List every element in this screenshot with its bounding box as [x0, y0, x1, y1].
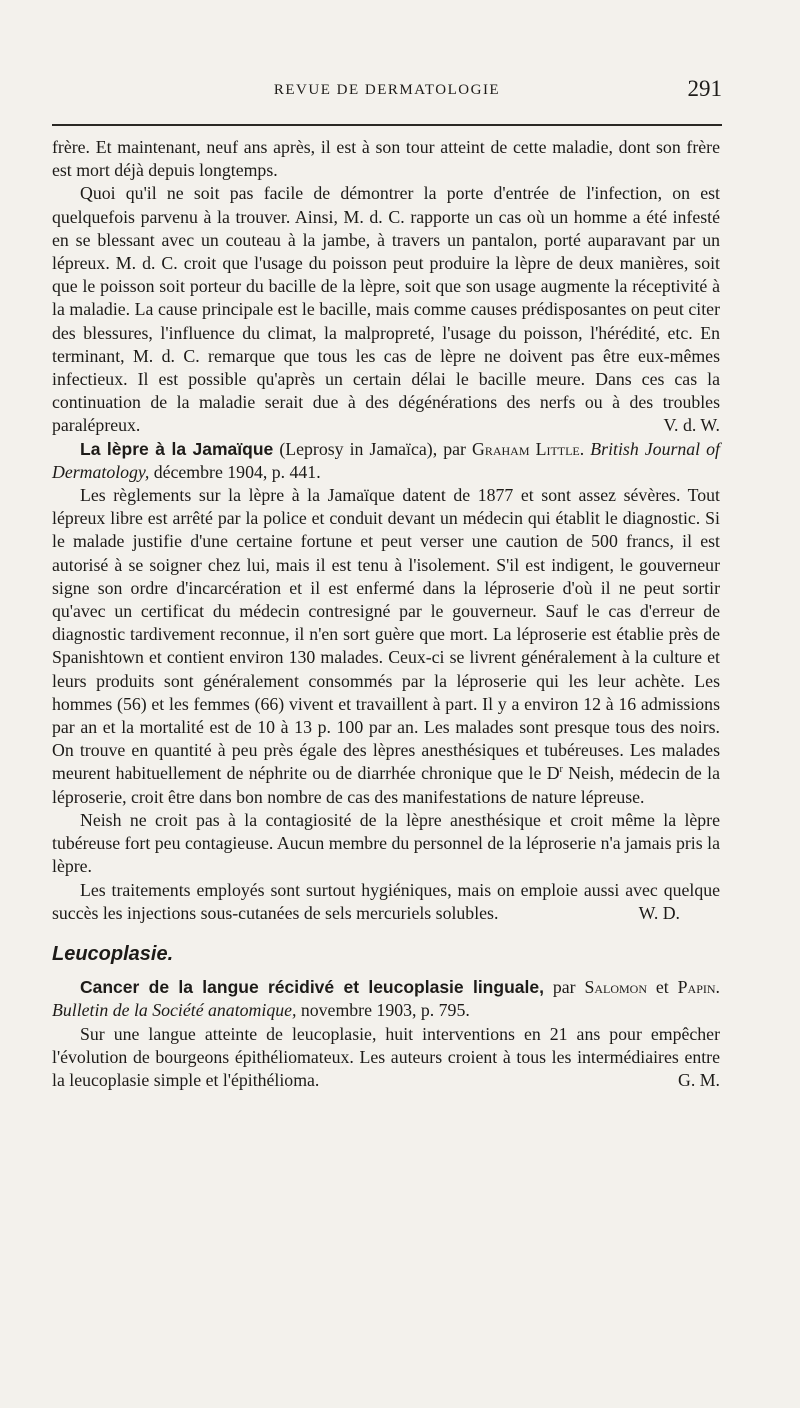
paragraph-5 [52, 879, 720, 925]
article-1-title: La lèpre à la Jamaïque [80, 438, 274, 459]
article-2-author-1: Salomon [584, 977, 648, 998]
paragraph-3 [52, 484, 720, 809]
article-2-et: et [647, 977, 678, 998]
article-1-date: décembre 1904, p. 441. [149, 461, 321, 482]
article-2-journal: Bulletin de la Société anatomique, [52, 1000, 297, 1021]
signature-wd: W. D. [638, 902, 680, 923]
signature-vdw: V. d. W. [663, 415, 720, 436]
paragraph-5-text: Les traitements employés sont surtout hygiéniques, mais on emploie aussi avec quelque succès les injections sous-cutanées de sels mercuriels solubles. [52, 879, 720, 923]
paragraph-4 [52, 809, 720, 879]
header-rule [52, 124, 722, 126]
article-1-subtitle: (Leprosy in Jamaïca), par [273, 438, 472, 459]
signature-gm: G. M. [678, 1069, 720, 1090]
paragraph-4-text: Neish ne croit pas à la contagiosité de la lèpre anesthésique et croit même la lèpre tubéreuse fort peu contagieuse. Aucun membre du personnel de la léproserie n'a jamais pris la lèpre. [52, 809, 720, 877]
paragraph-6-text: Sur une langue atteinte de leucoplasie, huit interventions en 21 ans pour empêcher l'évolution de bourgeons épithéliomateux. Les auteurs croient à tous les intermédiaires entre la leucoplasie simple et l'épithélioma. [52, 1023, 720, 1090]
article-body [52, 136, 720, 1092]
page-header [52, 76, 722, 106]
paragraph-2 [52, 182, 720, 437]
paragraph-1 [52, 136, 720, 182]
paragraph-3-text-b: Neish, médecin de la léproserie, croit être dans bon nombre de cas des manifestations de nature lépreuse. [52, 763, 720, 807]
article-2-heading [52, 976, 720, 1022]
paragraph-3-sup: r [559, 764, 563, 776]
article-2-date: novembre 1903, p. 795. [296, 1000, 470, 1021]
article-2-title: Cancer de la langue récidivé et leucoplasie linguale, [80, 977, 544, 998]
paragraph-6 [52, 1023, 720, 1093]
paragraph-1-text: frère. Et maintenant, neuf ans après, il est à son tour atteint de cette maladie, dont son frère est mort déjà depuis longtemps. [52, 137, 720, 181]
paragraph-2-text: Quoi qu'il ne soit pas facile de démontrer la porte d'entrée de l'infection, on est quelquefois parvenu à la trouver. Ainsi, M. d. C. rapporte un cas où un homme a été infesté en se blessant avec un couteau à la jambe, à travers un pantalon, porté auparavant par un lépreux. M. d. C. croit que l'usage du poisson peut produire la lèpre de deux manières, soit que le poisson soit porteur du bacille de la lèpre, soit que son usage augmente la réceptivité à la maladie. La cause principale est le bacille, mais comme causes prédisposantes on peut citer des blessures, l'influence du climat, la malpropreté, l'usage du poisson, l'hérédité, etc. En terminant, M. d. C. remarque que tous les cas de lèpre ne doivent pas être eux-mêmes infectieux. Il est possible qu'après un certain délai le bacille meure. Dans ces cas la continuation de la maladie serait due à des dégénérations des nerfs ou à des troubles paralépreux. [52, 183, 720, 436]
article-1-heading [52, 438, 720, 484]
paragraph-3-text: Les règlements sur la lèpre à la Jamaïque datent de 1877 et sont assez sévères. Tout lépreux libre est arrêté par la police et conduit devant un médecin qui établit le diagnostic. Si le malade justifie d'une certaine fortune et peut verser une caution de 500 francs, il est autorisé à se soigner chez lui, mais il est tenu à l'isolement. S'il est indigent, le gouverneur signe son ordre d'incarcération et il est enfermé dans la léproserie d'où il ne peut sortir qu'avec un certificat du médecin contresigné par le gouverneur. Sauf le cas d'erreur de diagnostic tardivement reconnue, il n'en sort guère que mort. La léproserie est établie près de Spanishtown et contient environ 130 malades. Ceux-ci se livrent généralement à la culture et leurs produits sont généralement consommés par la léproserie qui les leur achète. Les hommes (56) et les femmes (66) vivent et travaillent à part. Il y a environ 12 à 16 admissions par an et la mortalité est de 10 à 13 p. 100 par an. Les malades sont presque tous des noirs. On trouve en quantité à peu près égale des lèpres anesthésiques et tubéreuses. Les malades meurent habituellement de néphrite ou de diarrhée chronique que le D [52, 485, 720, 784]
article-2-author-2: Papin. [677, 977, 720, 998]
section-heading: Leucoplasie. [52, 942, 174, 965]
article-1-author: Graham Little. [472, 438, 585, 459]
article-1-journal: British Journal of Dermatology, [52, 438, 721, 482]
article-2-par: par [543, 977, 585, 998]
page-number: 291 [687, 76, 722, 101]
running-title: REVUE DE DERMATOLOGIE [273, 82, 501, 98]
